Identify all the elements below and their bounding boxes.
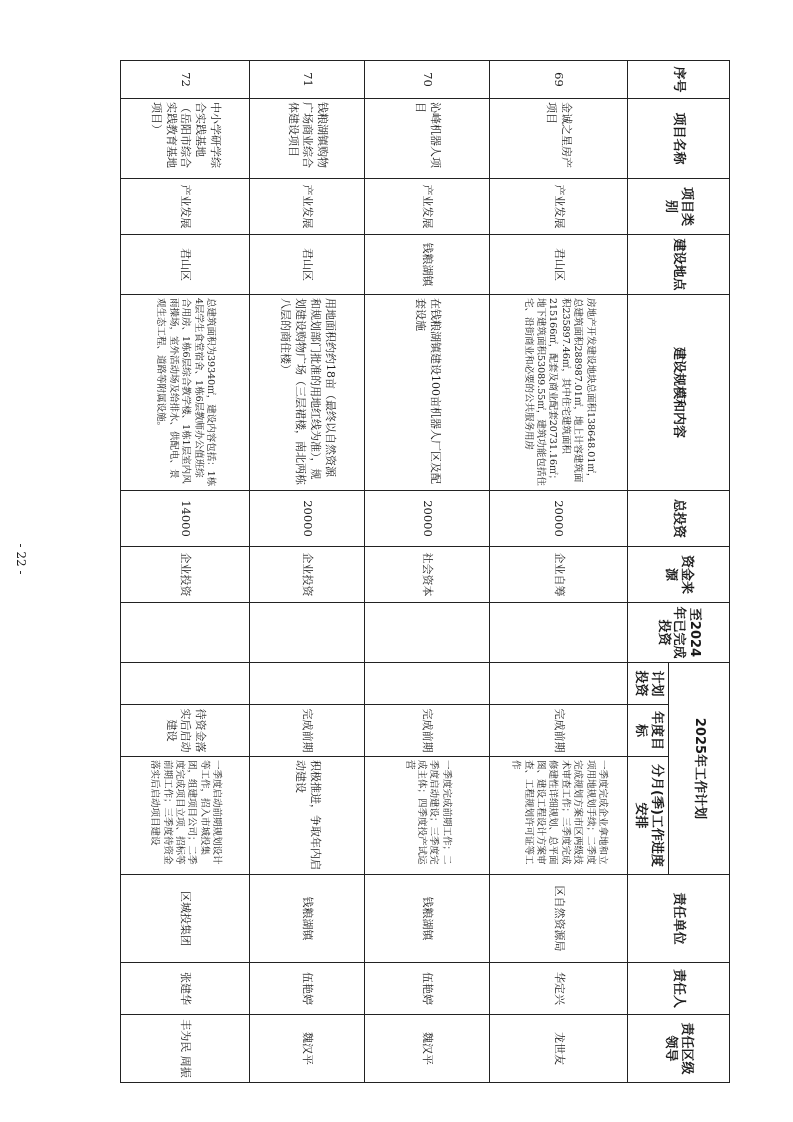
cell-responsible-unit: 钱粮湖镇: [365, 875, 490, 963]
cell-responsible-leader: 魏汉平: [365, 1015, 490, 1083]
cell-planned-investment: [490, 663, 628, 705]
cell-fund-source: 社会资本: [365, 547, 490, 603]
table-row: [121, 61, 250, 1083]
cell-annual-goal: 完成前期: [490, 705, 628, 757]
cell-responsible-person: 伍艳婷: [365, 963, 490, 1015]
cell-responsible-person: 张建华: [121, 963, 250, 1015]
cell-location: 君山区: [490, 235, 628, 295]
cell-total-investment: 14000: [121, 491, 250, 547]
header-planned-investment: 计划投资: [628, 663, 669, 705]
cell-quarterly-progress: 一季度完成前期工作；二季度启动建设；三季度完成主体；四季度投产试运营: [365, 757, 490, 875]
cell-responsible-person: 伍艳婷: [250, 963, 365, 1015]
cell-fund-source: 企业投资: [250, 547, 365, 603]
project-table: [120, 60, 730, 1083]
cell-annual-goal: 完成前期: [365, 705, 490, 757]
header-plan-2025: 2025年工作计划: [669, 663, 730, 875]
table-row: [490, 61, 628, 1083]
cell-scale: 用地面积约约18亩（最终以自然资源和规划部门批准的用地红线为准），规划建设购物广场（三层裙楼，南北两栋八层的商住楼）: [250, 295, 365, 491]
header-responsible-person: 责任人: [628, 963, 730, 1015]
cell-annual-goal: 待资金落实后启动建设: [121, 705, 250, 757]
cell-responsible-leader: 魏汉平: [250, 1015, 365, 1083]
cell-quarterly-progress: 一季度启动前期规划设计等工作，招入市城投集团，组建项目公司；二季度完成项目立项、招标等前期工作；三季度待资金落实后启动项目建设: [121, 757, 250, 875]
header-responsible-unit: 责任单位: [628, 875, 730, 963]
cell-fund-source: 企业投资: [121, 547, 250, 603]
cell-completed-2024: [365, 603, 490, 663]
cell-annual-goal: 完成前期: [250, 705, 365, 757]
cell-total-investment: 20000: [365, 491, 490, 547]
cell-category: 产业发展: [365, 179, 490, 235]
cell-quarterly-progress: 一季度完成企业拿地和立项用地规划手续；二季度完成规划方案市区两级技术审查工作；三季度完成修建性详细规划、总平面图、建设工程设计方案审查、工程规划许可证等工作: [490, 757, 628, 875]
cell-name: 中小学研学综合实践基地（岳阳市综合实践教育基地项目）: [121, 99, 250, 179]
cell-seq: 72: [121, 61, 250, 99]
header-location: 建设地点: [628, 235, 730, 295]
cell-responsible-unit: 钱粮湖镇: [250, 875, 365, 963]
cell-category: 产业发展: [121, 179, 250, 235]
table-row: [250, 61, 365, 1083]
cell-category: 产业发展: [490, 179, 628, 235]
cell-planned-investment: [121, 663, 250, 705]
cell-responsible-leader: 龙世友: [490, 1015, 628, 1083]
cell-planned-investment: [365, 663, 490, 705]
table-row: [365, 61, 490, 1083]
cell-responsible-unit: 区城投集团: [121, 875, 250, 963]
table-header-row: [669, 61, 730, 1083]
header-responsible-leader: 责任区级领导: [628, 1015, 730, 1083]
header-total-investment: 总投资: [628, 491, 730, 547]
cell-category: 产业发展: [250, 179, 365, 235]
cell-name: 金诚之星房产项目: [490, 99, 628, 179]
header-fund-source: 资金来源: [628, 547, 730, 603]
header-completed-2024: 至2024年已完成投资: [628, 603, 730, 663]
cell-scale: 房地产开发建设地块总面积138648.01㎡，总建筑面积288987.01㎡，地上计容建筑面积235897.46㎡，其中住宅建筑面积215166㎡，配套及商业配套20731.16㎡；地下建筑面积53089.55㎡，建筑功能包括住宅、沿街商业和必要的公共服务用房: [490, 295, 628, 491]
cell-total-investment: 20000: [490, 491, 628, 547]
cell-quarterly-progress: 积极推进，争取年内启动建设: [250, 757, 365, 875]
cell-planned-investment: [250, 663, 365, 705]
cell-location: 君山区: [121, 235, 250, 295]
cell-scale: 总建筑面积为39340㎡，建设内容包括：1栋4层学生食堂宿舍、1栋6层教师办公值班综合用房、1栋6层综合教学楼、1栋1层室内风雨操场，室外活动场及给排水、供配电、景观生态工程、道路等附属设施。: [121, 295, 250, 491]
cell-scale: 在钱粮湖镇建设100亩机器人厂区及配套设施: [365, 295, 490, 491]
header-seq: 序号: [628, 61, 730, 99]
page-number: - 22 -: [14, 543, 28, 575]
cell-completed-2024: [121, 603, 250, 663]
header-scale: 建设规模和内容: [628, 295, 730, 491]
cell-responsible-unit: 区自然资源局: [490, 875, 628, 963]
cell-completed-2024: [490, 603, 628, 663]
cell-seq: 70: [365, 61, 490, 99]
cell-name: 钱粮湖镇购物广场商业综合体建设项目: [250, 99, 365, 179]
cell-completed-2024: [250, 603, 365, 663]
cell-responsible-leader: 丰为民 周振: [121, 1015, 250, 1083]
header-category: 项目类别: [628, 179, 730, 235]
cell-responsible-person: 华定兴: [490, 963, 628, 1015]
cell-total-investment: 20000: [250, 491, 365, 547]
cell-fund-source: 企业自筹: [490, 547, 628, 603]
header-annual-goal: 年度目标: [628, 705, 669, 757]
cell-seq: 71: [250, 61, 365, 99]
header-quarterly-progress: 分月(季)工作进度安排: [628, 757, 669, 875]
cell-location: 钱粮湖镇: [365, 235, 490, 295]
cell-seq: 69: [490, 61, 628, 99]
header-name: 项目名称: [628, 99, 730, 179]
cell-location: 君山区: [250, 235, 365, 295]
cell-name: 沁峰机器人项目: [365, 99, 490, 179]
